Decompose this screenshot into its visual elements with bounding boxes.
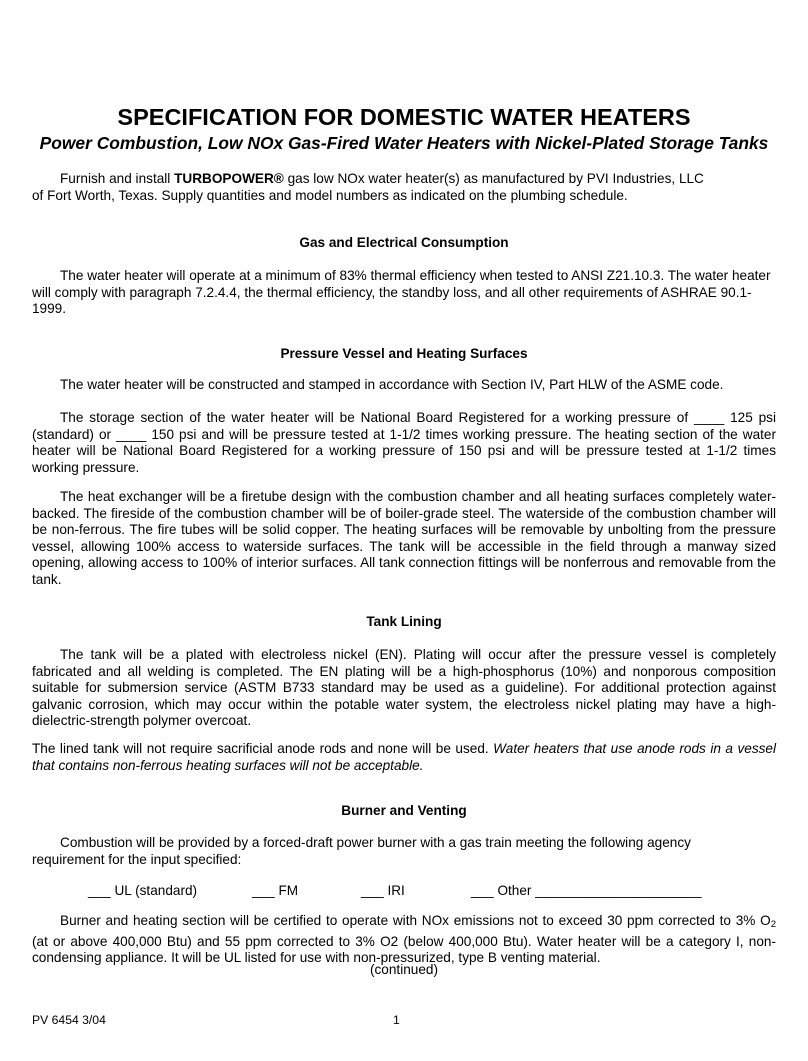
- intro-prefix: Furnish and install: [60, 171, 175, 186]
- continued-note: (continued): [369, 962, 438, 977]
- lining-italic-text: Water heaters that use anode rods in a vessel that contains non-ferrous heating surfaces will not be acceptable.: [32, 741, 776, 773]
- brand-name: TURBOPOWER®: [174, 171, 284, 186]
- burner-paragraph-2: [32, 913, 776, 967]
- pressure-paragraph-1: The water heater will be constructed and stamped in accordance with Section IV, Part HLW of the ASME code.: [60, 377, 724, 392]
- emissions-text-b: (at or above 400,000 Btu) and 55 ppm corrected to 3% O2 (below 400,000 Btu). Water heater will be a category I, non-condensing appliance. It will be UL listed for use with non-pressurized, type B venting material.: [32, 933, 776, 965]
- lining-paragraph-1: The tank will be a plated with electroless nickel (EN). Plating will occur after the pressure vessel is completely fabricated and all welding is completed. The EN plating will be a high-phosphorus (10%) and nonporous composition suitable for submersion service (ASTM B733 standard may be used as a guideline). For additional protection against galvanic corrosion, which may occur within the potable water system, the electroless nickel plating may have a high-dielectric-strength polymer overcoat.: [32, 647, 776, 728]
- burner-paragraph-1: Combustion will be provided by a forced-draft power burner with a gas train meeting the following agency requirement for the input specified:: [32, 835, 691, 867]
- lining-plain-text: The lined tank will not require sacrificial anode rods and none will be used.: [32, 741, 494, 756]
- footer-doc-id: PV 6454 3/04: [32, 1013, 106, 1027]
- pressure-paragraph-2: The storage section of the water heater will be National Board Registered for a working pressure of ____ 125 psi (standard) or ____ 150 psi and will be pressure tested at 1-1/2 times working pressure. The heating section of the water heater will be National Board Registered for a working pressure of 150 psi and will be pressure tested at 1-1/2 times working pressure.: [32, 410, 776, 475]
- intro-line-1: [32, 171, 782, 188]
- option-other: ___ Other ______________________: [471, 883, 702, 898]
- burner-heading: Burner and Venting: [341, 803, 467, 818]
- page-title: SPECIFICATION FOR DOMESTIC WATER HEATERS: [117, 104, 691, 130]
- footer-page-number: 1: [393, 1013, 400, 1027]
- option-iri: ___ IRI: [361, 883, 405, 898]
- gas-heading: Gas and Electrical Consumption: [299, 235, 509, 250]
- page-subtitle: Power Combustion, Low NOx Gas-Fired Water Heaters with Nickel-Plated Storage Tanks: [39, 133, 769, 153]
- pressure-paragraph-3: The heat exchanger will be a firetube design with the combustion chamber and all heating surfaces completely water-backed. The fireside of the combustion chamber will be of boiler-grade steel. The waterside of the combustion chamber will be non-ferrous. The fire tubes will be solid copper. The heating surfaces will be removable by unbolting from the pressure vessel, allowing 100% access to waterside surfaces. The tank will be accessible in the field through a manway sized opening, allowing access to 100% of interior surfaces. All tank connection fittings will be nonferrous and removable from the tank.: [32, 489, 776, 587]
- emissions-text-a: Burner and heating section will be certified to operate with NOx emissions not to exceed 30 ppm corrected to 3% O: [60, 913, 771, 928]
- o2-subscript: 2: [770, 919, 776, 930]
- lining-heading: Tank Lining: [366, 614, 442, 629]
- option-fm: ___ FM: [252, 883, 299, 898]
- intro-line-2: of Fort Worth, Texas. Supply quantities and model numbers as indicated on the plumbing schedule.: [32, 187, 628, 203]
- intro-paragraph: [32, 171, 782, 204]
- intro-line1-rest: gas low NOx water heater(s) as manufactured by PVI Industries, LLC: [283, 171, 704, 186]
- lining-paragraph-2: [32, 741, 776, 774]
- gas-paragraph: The water heater will operate at a minimum of 83% thermal efficiency when tested to ANSI Z21.10.3. The water heater will comply with paragraph 7.2.4.4, the thermal efficiency, the standby loss, and all other requirements of ASHRAE 90.1-1999.: [32, 268, 771, 316]
- option-ul: ___ UL (standard): [88, 883, 198, 898]
- pressure-heading: Pressure Vessel and Heating Surfaces: [280, 346, 528, 361]
